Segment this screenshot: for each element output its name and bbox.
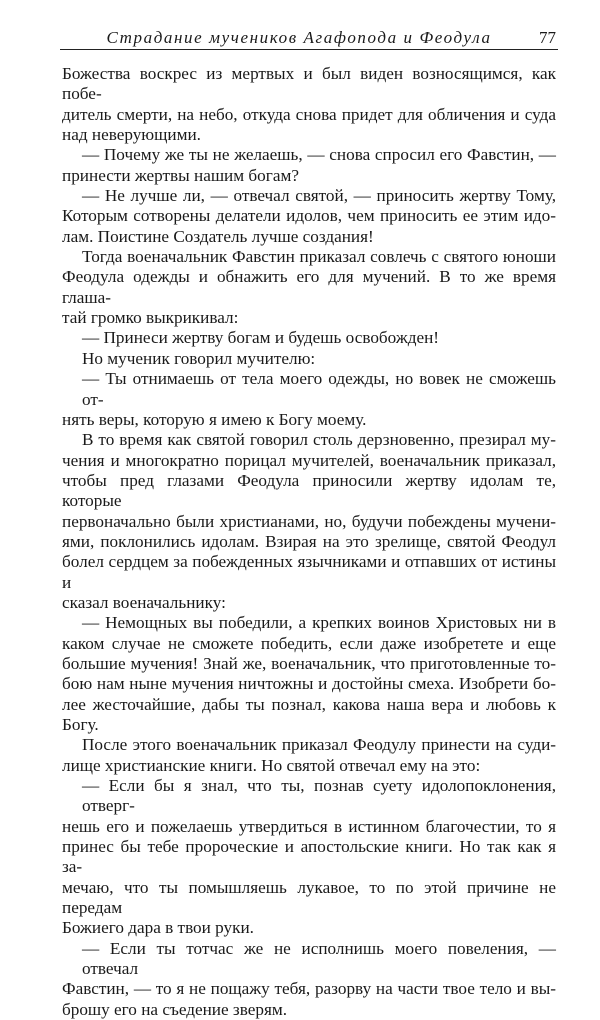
text-line: принес бы тебе пророческие и апостольские книги. Но так как я за- [62, 837, 556, 877]
text-line: бою нам ныне мучения ничтожны и достойны смеха. Изобрети бо- [62, 674, 556, 694]
text-line: большие мучения! Знай же, военачальник, что приготовленные то- [62, 653, 556, 673]
running-title: Страдание мучеников Агафопода и Феодула [106, 28, 492, 47]
text-line: — Почему же ты не желаешь, — снова спросил его Фавстин, — [82, 145, 556, 165]
paragraph [62, 349, 556, 369]
text-line: лище христианские книги. Но святой отвечал ему на это: [62, 755, 481, 775]
paragraph [62, 735, 556, 776]
running-head [60, 27, 558, 50]
text-line: чения и многократно порицал мучителей, военачальник приказал, [62, 450, 556, 470]
paragraph [62, 430, 556, 613]
text-line: чтобы пред глазами Феодула приносили жертву идолам те, которые [62, 470, 556, 511]
text-line: Но мученик говорил мучителю: [82, 348, 316, 368]
text-line: Фавстин, — то я не пощажу тебя, разорву на части твое тело и вы- [62, 979, 556, 999]
text-line: — Ты отнимаешь от тела моего одежды, но вовек не сможешь от- [82, 369, 556, 409]
text-line: сказал военачальнику: [62, 592, 226, 612]
text-line: первоначально были христианами, но, будучи побеждены мучени- [62, 511, 556, 531]
text-line: — Принеси жертву богам и будешь освобожден! [82, 328, 439, 348]
text-line: Которым сотворены делатели идолов, чем приносить ее этим идо- [62, 206, 556, 226]
text-line: брошу его на съедение зверям. [62, 999, 288, 1019]
text-line: После этого военачальник приказал Феодулу принести на суди- [82, 735, 556, 755]
text-line: — Не лучше ли, — отвечал святой, — приносить жертву Тому, [82, 186, 556, 206]
text-line: Феодула одежды и обнажить его для мучений. В то же время глаша- [62, 267, 556, 307]
text-line: лее жесточайшие, дабы ты познал, какова наша вера и любовь к [62, 694, 556, 714]
text-line: мечаю, что ты помышляешь лукавое, то по этой причине не передам [62, 877, 556, 918]
text-line: Тогда военачальник Фавстин приказал совлечь с святого юноши [82, 247, 556, 267]
paragraph [62, 369, 556, 430]
paragraph [62, 145, 556, 186]
page-number: 77 [539, 28, 556, 47]
text-line: над неверующими. [62, 125, 201, 145]
text-line: Богу. [62, 715, 99, 734]
text-line: Божества воскрес из мертвых и был виден возносящимся, как побе- [62, 64, 556, 104]
text-line: принести жертвы нашим богам? [62, 165, 299, 185]
paragraph [62, 613, 556, 735]
paragraph [62, 64, 556, 145]
paragraph [62, 939, 556, 1020]
paragraph [62, 247, 556, 328]
text-line: лам. Поистине Создатель лучше создания! [62, 226, 374, 246]
text-line: болел сердцем за побежденных язычниками и отпавших от истины и [62, 552, 556, 592]
text-line: — Если бы я знал, что ты, познав суету идолопоклонения, отверг- [82, 776, 556, 816]
text-line: нять веры, которую я имею к Богу моему. [62, 409, 367, 429]
text-line: дитель смерти, на небо, откуда снова придет для обличения и суда [62, 104, 556, 124]
text-line: В то время как святой говорил столь дерзновенно, презирал му- [82, 430, 556, 450]
text-line: тай громко выкрикивал: [62, 308, 239, 328]
paragraph [62, 186, 556, 247]
text-line: — Если ты тотчас же не исполнишь моего повеления, — отвечал [82, 938, 556, 979]
paragraph [62, 776, 556, 939]
body-text [62, 64, 556, 1020]
text-line: Божиего дара в твои руки. [62, 918, 254, 938]
paragraph [62, 328, 556, 348]
text-line: нешь его и пожелаешь утвердиться в истинном благочестии, то я [62, 816, 556, 836]
text-line: каком случае не сможете победить, если даже изобретете и еще [62, 633, 556, 653]
text-line: ями, поклонились идолам. Взирая на это зрелище, святой Феодул [62, 531, 556, 551]
text-line: — Немощных вы победили, а крепких воинов Христовых ни в [82, 613, 556, 633]
